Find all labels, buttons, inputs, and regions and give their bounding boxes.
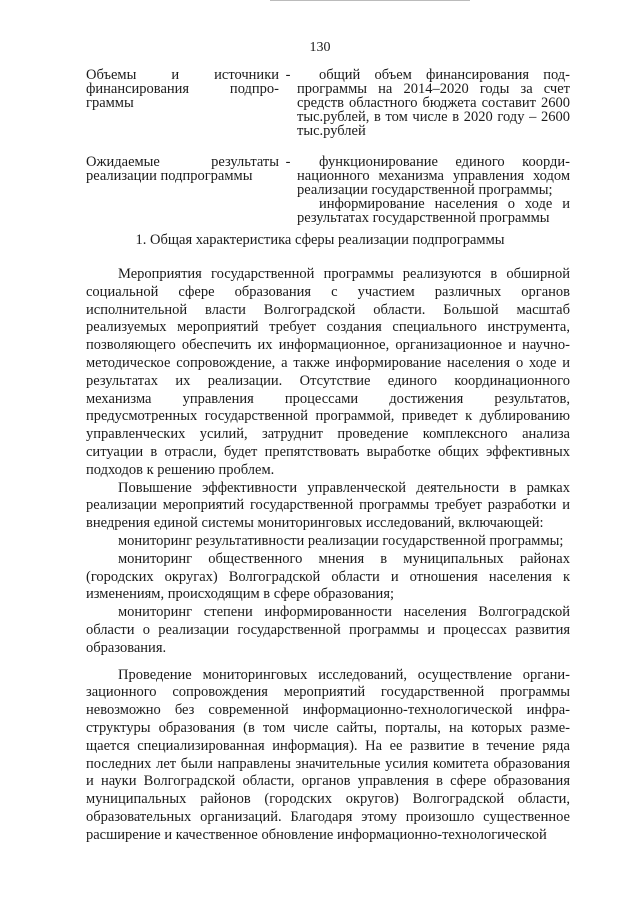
- section-title: 1. Общая характеристика сферы реализации подпрограммы: [135, 232, 505, 248]
- passport-label: Ожидаемые результаты реализации подпрограммы: [86, 154, 279, 184]
- passport-value: [297, 155, 570, 225]
- list-item: мониторинг общественного мнения в муниципальных районах (городских округах) Волгоградской области и отношения населения к изменениям, происходящим в сфере образования;: [86, 550, 570, 603]
- body-text: [86, 266, 570, 845]
- scan-edge-mark: [270, 0, 470, 7]
- paragraph: Повышение эффективности управленческой деятельности в рамках реализации мероприятий государственной программы требует разработки и внедрения единой системы мониторинговых исследований, включающей:: [86, 479, 570, 532]
- page-number: 130: [309, 40, 331, 55]
- program-passport-table: [86, 68, 570, 242]
- passport-row-results: [86, 155, 570, 225]
- passport-dash: -: [285, 154, 291, 170]
- list-item: мониторинг степени информированности населения Волгоградской области о реализации государственной программы и процессах развития образования.: [86, 604, 570, 656]
- passport-label: Объемы и источники финансирования подпро-граммы: [86, 67, 279, 111]
- paragraph: Мероприятия государственной программы реализуются в обширной социальной сфере образования с участием различных органов исполнительной власти Волгоградской области. Большой масштаб реализуемых мероприятий требует создания специального инструмента, позволяющего обеспечить их информационное, организационное и научно-методическое сопровождение, а также информирование населения о ходе и результатах их реализации. Отсутствие единого координационного механизма управления процессами достижения результатов, предусмотренных государственной программой, приведет к дублированию управленческих усилий, затруднит проведение комплексного анализа ситуации в отрасли, будет препятствовать выработке общих эффективных подходов к решению проблем.: [86, 266, 570, 478]
- passport-row-financing: [86, 68, 570, 138]
- list-item: мониторинг результативности реализации государственной программы;: [118, 532, 564, 549]
- paragraph: Проведение мониторинговых исследований, осуществление органи-зационного сопровождения мероприятий государственной программы невозможно без современной информационно-технологической инфра-структуры образования (в том числе сайты, порталы, на которых разме-щается специализированная информация). На ее развитие в течение ряда последних лет были направлены значительные усилия комитета образования и науки Волгоградской области, органов управления в сфере образования муниципальных районов (городских округов) Волгоградской области, образовательных организаций. Благодаря этому произошло существенное расширение и качественное обновление информационно-технологической: [86, 666, 570, 843]
- passport-value-line: функционирование единого коорди-национного механизма управления ходом реализации государственной программы;: [297, 154, 570, 198]
- passport-dash: -: [285, 67, 291, 83]
- passport-value-line: информирование населения о ходе и результатах государственной программы: [297, 196, 570, 226]
- passport-value: общий объем финансирования под-программы на 2014–2020 годы за счет средств областного бюджета составит 2600 тыс.рублей, в том числе в 2020 году – 2600 тыс.рублей: [297, 67, 570, 139]
